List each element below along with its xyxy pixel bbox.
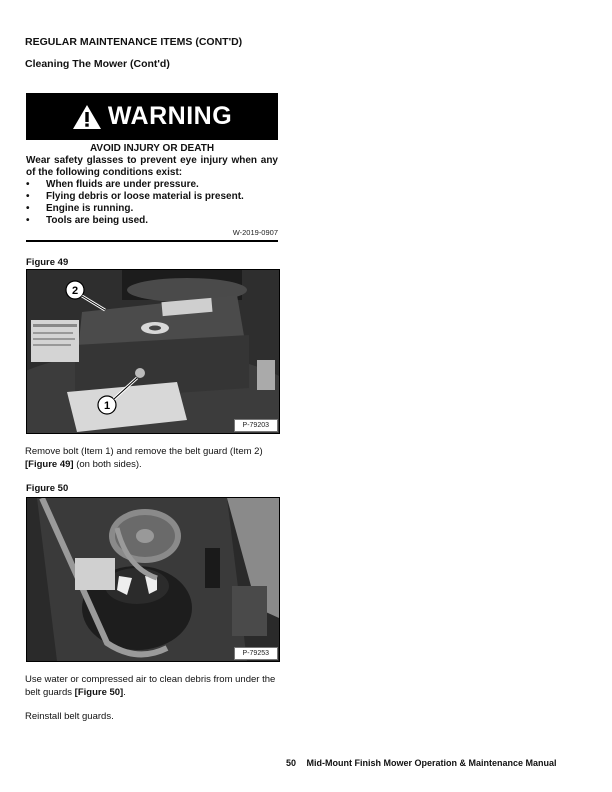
warning-title: WARNING: [107, 102, 233, 130]
list-item: • When fluids are under pressure.: [26, 179, 199, 190]
figure-reference: [Figure 49]: [25, 458, 74, 470]
warning-heading: AVOID INJURY OR DEATH: [89, 143, 215, 154]
figure-49-label: Figure 49: [26, 257, 69, 268]
manual-title: Mid-Mount Finish Mower Operation & Maintenance Manual: [306, 758, 557, 768]
instruction-remove-bolt: Remove bolt (Item 1) and remove the belt guard (Item 2) [Figure 49] (on both sides).: [25, 446, 263, 470]
instruction-clean-debris: Use water or compressed air to clean debris from under the belt guards [Figure 50].: [25, 674, 276, 698]
instruction-reinstall: Reinstall belt guards.: [25, 711, 114, 722]
subsection-title: Cleaning The Mower (Cont'd): [25, 58, 170, 70]
figure-50-label: Figure 50: [26, 483, 69, 494]
list-item: • Tools are being used.: [26, 215, 149, 226]
figure-reference: [Figure 50]: [74, 686, 124, 698]
figure-50-photo: [26, 497, 280, 662]
belt-guard-photo: [27, 270, 279, 433]
list-item: • Engine is running.: [26, 203, 134, 214]
page-footer: [286, 758, 557, 768]
pulley-belt-photo: [27, 498, 279, 661]
page-number: 50: [286, 758, 297, 768]
warning-code: W-2019-0907: [232, 228, 278, 237]
warning-divider: [26, 240, 278, 242]
section-title: REGULAR MAINTENANCE ITEMS (CONT'D): [25, 36, 243, 48]
warning-banner: [26, 93, 278, 140]
figure-49-photo: [26, 269, 280, 434]
svg-text:1: 1: [103, 400, 111, 412]
photo-code: P-79253: [234, 647, 278, 660]
warning-triangle-icon: [72, 104, 102, 130]
photo-code: P-79203: [234, 419, 278, 432]
list-item: • Flying debris or loose material is present.: [26, 191, 244, 202]
warning-intro: Wear safety glasses to prevent eye injury when any of the following conditions exist:: [26, 155, 278, 178]
svg-text:2: 2: [71, 285, 79, 297]
warning-conditions-list: [26, 179, 278, 227]
